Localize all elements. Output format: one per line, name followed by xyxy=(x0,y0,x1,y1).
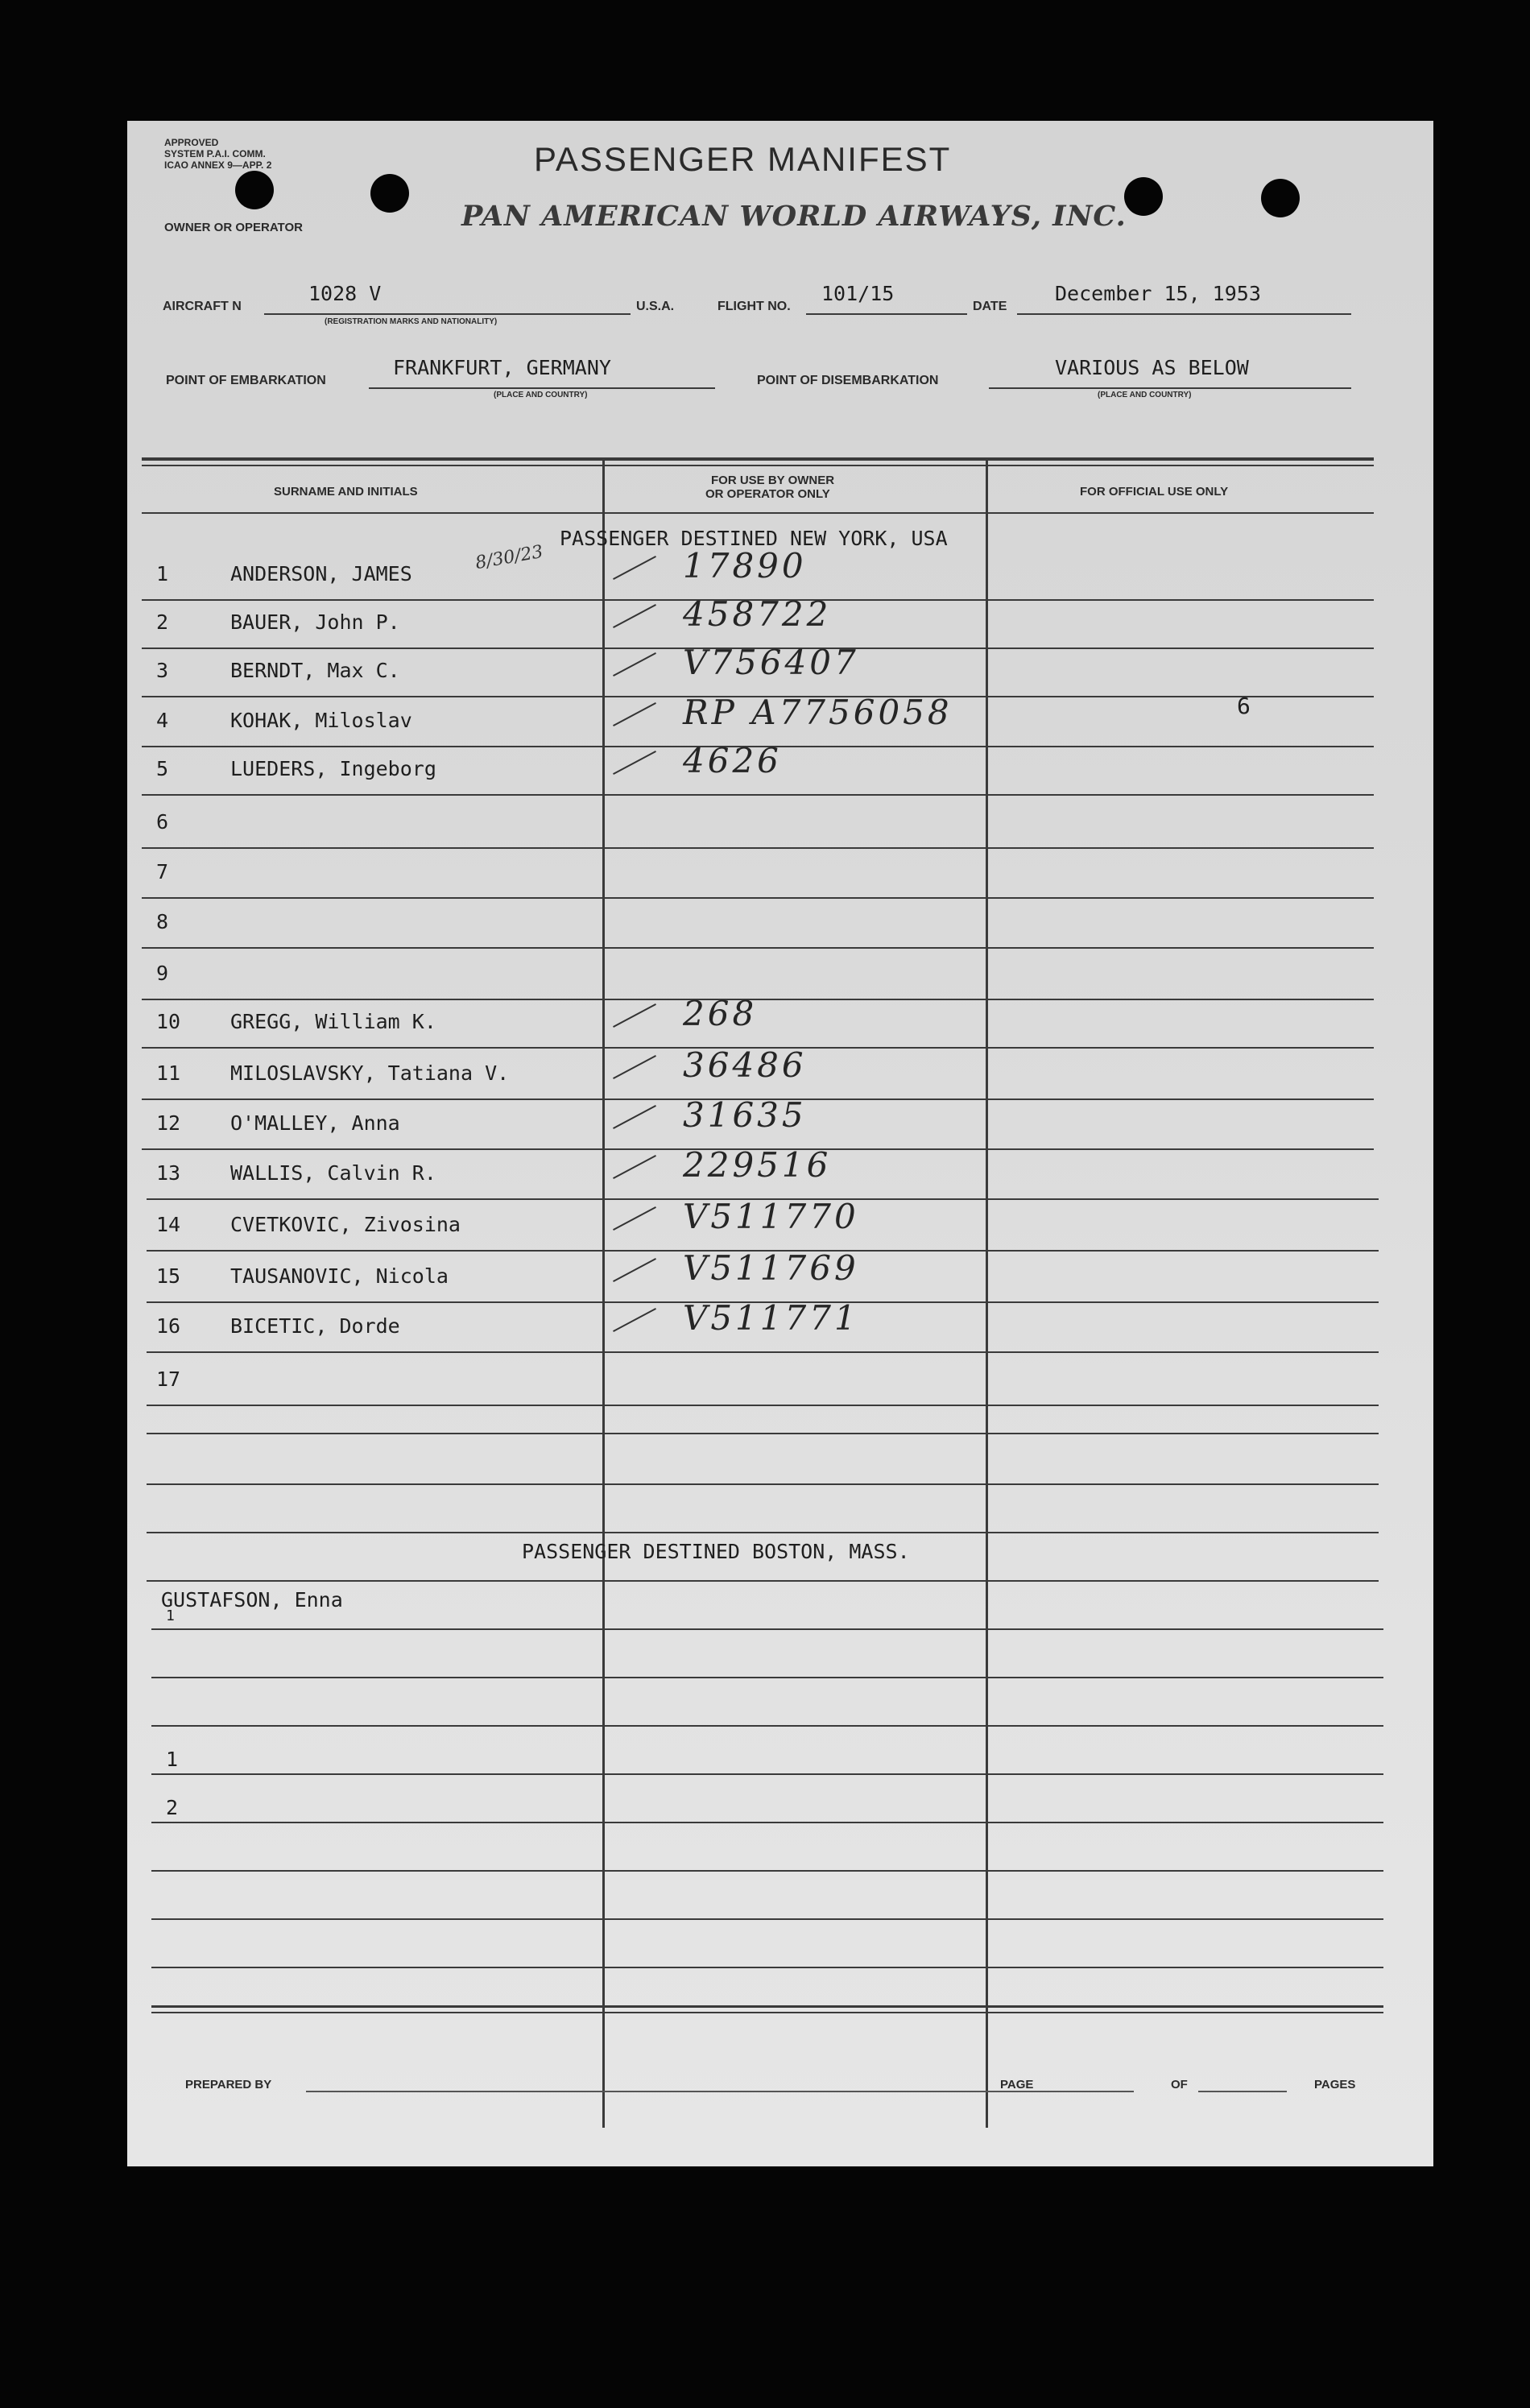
page-underline xyxy=(1045,2091,1134,2092)
row-rule xyxy=(147,1532,1379,1533)
row-number: 12 xyxy=(156,1111,181,1135)
check-mark xyxy=(613,751,656,775)
row-number: 8 xyxy=(156,910,169,933)
row-rule xyxy=(151,1967,1383,1968)
col-header-owner: FOR USE BY OWNER xyxy=(711,474,835,487)
embarkation-label: POINT OF EMBARKATION xyxy=(166,374,326,387)
passenger-name: BAUER, John P. xyxy=(230,610,400,634)
document-number: 17890 xyxy=(683,546,807,585)
check-mark xyxy=(613,556,656,580)
passenger-name: BERNDT, Max C. xyxy=(230,659,400,682)
boston-row-number: 1 xyxy=(166,1607,175,1624)
document-number: 4626 xyxy=(683,741,782,780)
flight-underline xyxy=(806,313,967,315)
passenger-name: CVETKOVIC, Zivosina xyxy=(230,1213,461,1236)
check-mark xyxy=(613,652,656,676)
disembarkation-value: VARIOUS AS BELOW xyxy=(1055,356,1249,379)
document-number: V511769 xyxy=(683,1248,859,1288)
check-mark xyxy=(613,1003,656,1028)
row-number: 15 xyxy=(156,1264,181,1288)
col-header-name: SURNAME AND INITIALS xyxy=(274,485,418,499)
aircraft-label: AIRCRAFT N xyxy=(163,300,242,313)
usa-label: U.S.A. xyxy=(636,300,675,313)
row-number: 11 xyxy=(156,1061,181,1085)
approval-line: APPROVED xyxy=(164,137,219,148)
passenger-name: ANDERSON, JAMES xyxy=(230,562,412,585)
row-rule xyxy=(151,1725,1383,1727)
row-number: 2 xyxy=(166,1796,179,1819)
row-rule xyxy=(142,999,1374,1000)
approval-line: ICAO ANNEX 9—APP. 2 xyxy=(164,159,272,171)
row-number: 4 xyxy=(156,709,169,732)
document-number: 268 xyxy=(683,994,758,1033)
embarkation-underline xyxy=(369,387,715,389)
airline-name: PAN AMERICAN WORLD AIRWAYS, INC. xyxy=(461,200,1127,233)
embarkation-value: FRANKFURT, GERMANY xyxy=(393,356,611,379)
official-mark: 6 xyxy=(1237,693,1251,719)
row-number: 5 xyxy=(156,757,169,780)
aircraft-value: 1028 V xyxy=(308,282,382,305)
row-number: 1 xyxy=(166,1748,179,1771)
col-header-official: FOR OFFICIAL USE ONLY xyxy=(1080,485,1229,499)
column-divider xyxy=(986,461,988,2128)
row-number: 6 xyxy=(156,810,169,834)
document-number: V511771 xyxy=(683,1298,859,1338)
row-rule xyxy=(151,1628,1383,1630)
of-underline xyxy=(1198,2091,1287,2092)
check-mark xyxy=(613,604,656,628)
row-number: 13 xyxy=(156,1161,181,1185)
check-mark xyxy=(613,1055,656,1079)
date-underline xyxy=(1017,313,1351,315)
check-mark xyxy=(613,1308,656,1332)
passenger-name: TAUSANOVIC, Nicola xyxy=(230,1264,449,1288)
check-mark xyxy=(613,1105,656,1129)
punch-hole xyxy=(1261,179,1300,217)
row-number: 14 xyxy=(156,1213,181,1236)
punch-hole xyxy=(370,174,409,213)
header-bottom-rule xyxy=(142,512,1374,514)
check-mark xyxy=(613,702,656,726)
flight-label: FLIGHT NO. xyxy=(717,300,791,313)
check-mark xyxy=(613,1258,656,1282)
row-rule xyxy=(142,947,1374,949)
row-rule xyxy=(142,847,1374,849)
flight-value: 101/15 xyxy=(821,282,895,305)
handwritten-annotation: 8/30/23 xyxy=(473,541,545,574)
row-rule xyxy=(151,1773,1383,1775)
document-number: V511770 xyxy=(683,1197,859,1236)
row-number: 7 xyxy=(156,860,169,883)
passenger-name: O'MALLEY, Anna xyxy=(230,1111,400,1135)
document-number: 229516 xyxy=(683,1145,832,1185)
disembarkation-label: POINT OF DISEMBARKATION xyxy=(757,374,939,387)
row-rule xyxy=(142,794,1374,796)
row-number: 17 xyxy=(156,1367,181,1391)
row-rule xyxy=(142,897,1374,899)
document-number: RP A7756058 xyxy=(683,693,953,732)
document-number: 458722 xyxy=(683,594,832,634)
page-label: PAGE xyxy=(1000,2078,1034,2091)
document-number: V756407 xyxy=(683,643,859,682)
check-mark xyxy=(613,1155,656,1179)
passenger-name: GREGG, William K. xyxy=(230,1010,436,1033)
row-rule xyxy=(151,1677,1383,1678)
passenger-name: LUEDERS, Ingeborg xyxy=(230,757,436,780)
row-number: 10 xyxy=(156,1010,181,1033)
disembarkation-underline xyxy=(989,387,1351,389)
manifest-sheet xyxy=(127,121,1433,2166)
disembarkation-caption: (PLACE AND COUNTRY) xyxy=(1098,391,1192,399)
table-bottom-rule xyxy=(151,2012,1383,2013)
passenger-name: BICETIC, Dorde xyxy=(230,1314,400,1338)
of-label: OF xyxy=(1171,2078,1188,2091)
row-rule xyxy=(151,1822,1383,1823)
table-top-rule xyxy=(142,457,1374,461)
row-rule xyxy=(147,1433,1379,1434)
boston-passenger-name: GUSTAFSON, Enna xyxy=(161,1588,343,1612)
owner-label: OWNER OR OPERATOR xyxy=(164,221,303,234)
table-top-rule xyxy=(142,465,1374,466)
approval-line: SYSTEM P.A.I. COMM. xyxy=(164,148,266,159)
row-number: 2 xyxy=(156,610,169,634)
check-mark xyxy=(613,1206,656,1231)
row-number: 1 xyxy=(156,562,169,585)
embarkation-caption: (PLACE AND COUNTRY) xyxy=(494,391,588,399)
passenger-name: KOHAK, Miloslav xyxy=(230,709,412,732)
row-rule xyxy=(147,1580,1379,1582)
section-title-boston: PASSENGER DESTINED BOSTON, MASS. xyxy=(522,1540,910,1563)
aircraft-underline xyxy=(264,313,631,315)
date-label: DATE xyxy=(973,300,1007,313)
row-rule xyxy=(151,1918,1383,1920)
row-rule xyxy=(147,1351,1379,1353)
pages-label: PAGES xyxy=(1314,2078,1356,2091)
table-bottom-rule xyxy=(151,2005,1383,2008)
row-rule xyxy=(147,1483,1379,1485)
section-title-new-york: PASSENGER DESTINED NEW YORK, USA xyxy=(560,527,948,550)
passenger-name: MILOSLAVSKY, Tatiana V. xyxy=(230,1061,510,1085)
punch-hole xyxy=(235,171,274,209)
registration-caption: (REGISTRATION MARKS AND NATIONALITY) xyxy=(325,317,498,326)
prepared-by-label: PREPARED BY xyxy=(185,2078,272,2091)
row-rule xyxy=(151,1870,1383,1872)
column-divider xyxy=(602,461,605,2128)
row-number: 3 xyxy=(156,659,169,682)
page-title: PASSENGER MANIFEST xyxy=(534,140,952,178)
document-number: 36486 xyxy=(683,1045,807,1085)
row-rule xyxy=(147,1405,1379,1406)
col-header-owner: OR OPERATOR ONLY xyxy=(705,487,830,501)
date-value: December 15, 1953 xyxy=(1055,282,1261,305)
row-number: 16 xyxy=(156,1314,181,1338)
passenger-name: WALLIS, Calvin R. xyxy=(230,1161,436,1185)
punch-hole xyxy=(1124,177,1163,216)
row-number: 9 xyxy=(156,962,169,985)
document-number: 31635 xyxy=(683,1095,807,1135)
